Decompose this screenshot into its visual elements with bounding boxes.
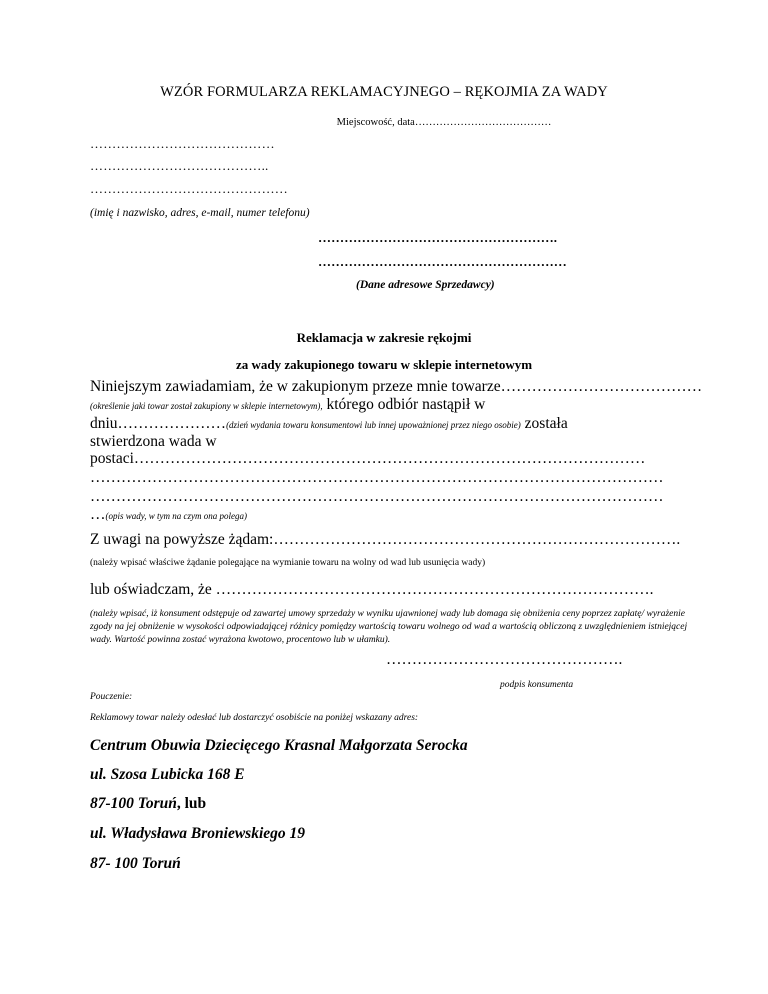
seller-line-1: ………………………………………………. bbox=[318, 230, 558, 245]
consumer-line-1: …………………………………… bbox=[90, 136, 275, 151]
signature-label: podpis konsumenta bbox=[500, 680, 574, 690]
declare-note: (należy wpisać, iż konsument odstępuje od zawartej umowy sprzedaży w wyniku ujawnionej wady lub domaga się obniżenia ceny poprzez zapłatę/ wyrażenie zgody na jej obniżenie w wysokości odpowiadającej różnicy pomiędzy wartością towaru wolnego od wad a wartością obliczoną z uwzględnieniem istniejącej wady. Wartość powinna zostać wyrażona kwotowo, procentowo lub w ułamku). bbox=[90, 609, 688, 645]
body-line-1: Niniejszym zawiadamiam, że w zakupionym przeze mnie towarze………………………………… bbox=[90, 378, 703, 395]
address-company: Centrum Obuwia Dziecięcego Krasnal Małgorzata Serocka bbox=[90, 737, 468, 754]
signature-dots: ………………………………………. bbox=[386, 651, 623, 668]
body-line-3 bbox=[90, 415, 568, 433]
heading-subject: za wady zakupionego towaru w sklepie internetowym bbox=[235, 357, 533, 372]
defect-dots: … bbox=[90, 506, 106, 523]
demand-line: Z uwagi na powyższe żądam:……………………………………………………………………. bbox=[90, 531, 681, 548]
seller-label: (Dane adresowe Sprzedawcy) bbox=[356, 279, 495, 291]
body-line-4: stwierdzona wada w bbox=[90, 433, 217, 450]
defect-line-3: ………………………………………………………………………………………………… bbox=[90, 488, 664, 505]
defect-line-1: postaci……………………………………………………………………………………… bbox=[90, 450, 646, 467]
found-text: została bbox=[520, 415, 568, 432]
product-note: (określenie jaki towar został zakupiony w sklepie internetowym), bbox=[90, 401, 323, 411]
address-city-2: 87- 100 Toruń bbox=[90, 855, 181, 872]
instruction-title: Pouczenie: bbox=[90, 692, 133, 702]
defect-line-2: ………………………………………………………………………………………………… bbox=[90, 469, 664, 486]
address-postcode-1: 87-100 Toruń bbox=[90, 795, 177, 812]
address-or: , lub bbox=[176, 795, 207, 812]
date-field: dniu………………… bbox=[90, 415, 227, 432]
defect-note: (opis wady, w tym na czym ona polega) bbox=[105, 511, 247, 521]
demand-note: (należy wpisać właściwe żądanie polegające na wymianie towaru na wolny od wad lub usunięcia wady) bbox=[90, 558, 486, 568]
seller-line-2: ………………………………………………… bbox=[318, 254, 567, 269]
heading-complaint: Reklamacja w zakresie rękojmi bbox=[296, 330, 472, 345]
place-date-field: Miejscowość, data………………………………… bbox=[336, 117, 552, 128]
address-street-1: ul. Szosa Lubicka 168 E bbox=[90, 766, 245, 783]
date-note: (dzień wydania towaru konsumentowi lub innej upoważnionej przez niego osobie) bbox=[226, 420, 521, 430]
body-line-2 bbox=[90, 396, 485, 414]
consumer-line-3: ……………………………………… bbox=[90, 181, 288, 196]
receipt-text: którego odbiór nastąpił w bbox=[322, 396, 486, 413]
address-street-2: ul. Władysława Broniewskiego 19 bbox=[90, 825, 306, 842]
address-city-1 bbox=[90, 795, 206, 813]
declare-line: lub oświadczam, że …………………………………………………………………………. bbox=[90, 581, 654, 598]
consumer-line-2: ………………………………….. bbox=[90, 158, 269, 173]
consumer-label: (imię i nazwisko, adres, e-mail, numer telefonu) bbox=[90, 207, 310, 219]
instruction-text: Reklamowy towar należy odesłać lub dostarczyć osobiście na poniżej wskazany adres: bbox=[90, 713, 419, 723]
defect-line-4 bbox=[90, 506, 247, 524]
form-title: WZÓR FORMULARZA REKLAMACYJNEGO – RĘKOJMIA ZA WADY bbox=[160, 84, 608, 100]
